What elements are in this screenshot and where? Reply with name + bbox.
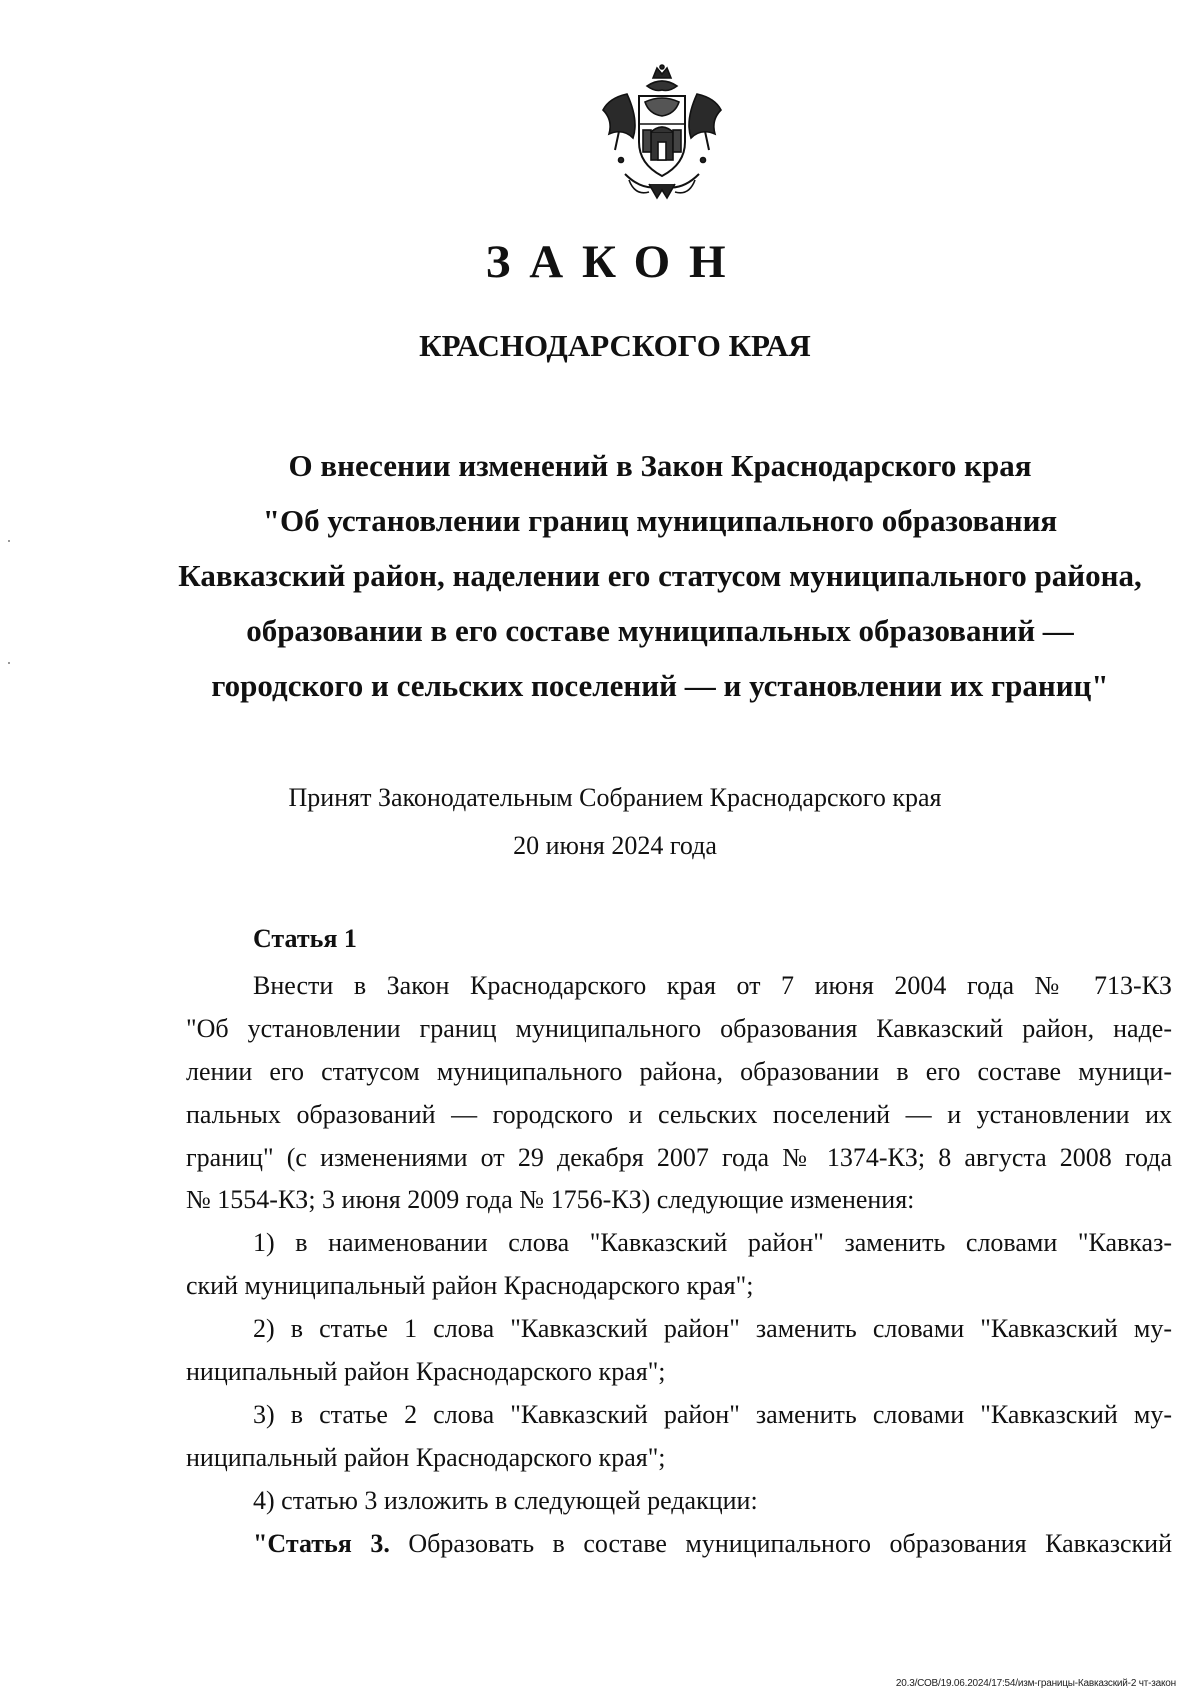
list-item-line: ский муниципальный район Краснодарского края"; <box>186 1271 754 1301</box>
list-item-line: 4) статью 3 изложить в следующей редакции: <box>253 1485 758 1515</box>
document-code-footer: 20.3/СОВ/19.06.2024/17:54/изм-границы-Кавказский-2 чт-закон <box>895 1678 1176 1689</box>
law-title <box>150 438 1170 713</box>
list-item-line: 2) в статье 1 слова "Кавказский район" заменить словами "Кавказский му- <box>253 1314 1172 1344</box>
paragraph-line: "Об установлении границ муниципального образования Кавказский район, наде- <box>186 1013 1172 1043</box>
quoted-article-line <box>186 1523 1172 1566</box>
adoption-date: 20 июня 2024 года <box>513 831 717 860</box>
scan-mark <box>8 662 10 664</box>
region-heading: КРАСНОДАРСКОГО КРАЯ <box>419 328 811 363</box>
paragraph-line: Внести в Закон Краснодарского края от 7 июня 2004 года № 713-КЗ <box>253 971 1172 1000</box>
list-item-line: ниципальный район Краснодарского края"; <box>186 1357 666 1387</box>
paragraph-line: № 1554-КЗ; 3 июня 2009 года № 1756-КЗ) следующие изменения: <box>186 1185 915 1215</box>
list-item-line: ниципальный район Краснодарского края"; <box>186 1442 666 1472</box>
quoted-article-label: "Статья 3. <box>253 1528 390 1558</box>
law-title-line: "Об установлении границ муниципального образования <box>262 503 1058 538</box>
paragraph-line: лении его статусом муниципального района, образовании в его составе муници- <box>186 1056 1172 1086</box>
law-title-line: Кавказский район, наделении его статусом муниципального района, <box>178 558 1142 593</box>
adoption-note <box>0 774 1200 870</box>
article-1-body <box>186 965 1172 1565</box>
coat-of-arms-icon <box>599 64 725 200</box>
list-item-line: 1) в наименовании слова "Кавказский район" заменить словами "Кавказ- <box>253 1228 1172 1258</box>
article-1-heading: Статья 1 <box>253 924 357 953</box>
paragraph-line: пальных образований — городского и сельских поселений — и установлении их <box>186 1099 1172 1129</box>
adoption-body: Принят Законодательным Собранием Краснодарского края <box>288 783 942 812</box>
law-title-line: О внесении изменений в Закон Краснодарского края <box>288 448 1032 483</box>
quoted-article-text: Образовать в составе муниципального образования Кавказский <box>389 1528 1172 1558</box>
scan-mark <box>8 540 10 542</box>
list-item-line: 3) в статье 2 слова "Кавказский район" заменить словами "Кавказский му- <box>253 1399 1172 1429</box>
law-title-line: образовании в его составе муниципальных образований — <box>246 613 1074 648</box>
document-type-heading: ЗАКОН <box>485 236 745 288</box>
law-title-line: городского и сельских поселений — и установлении их границ" <box>211 668 1109 703</box>
paragraph-line: границ" (с изменениями от 29 декабря 2007 года № 1374-КЗ; 8 августа 2008 года <box>186 1142 1172 1172</box>
